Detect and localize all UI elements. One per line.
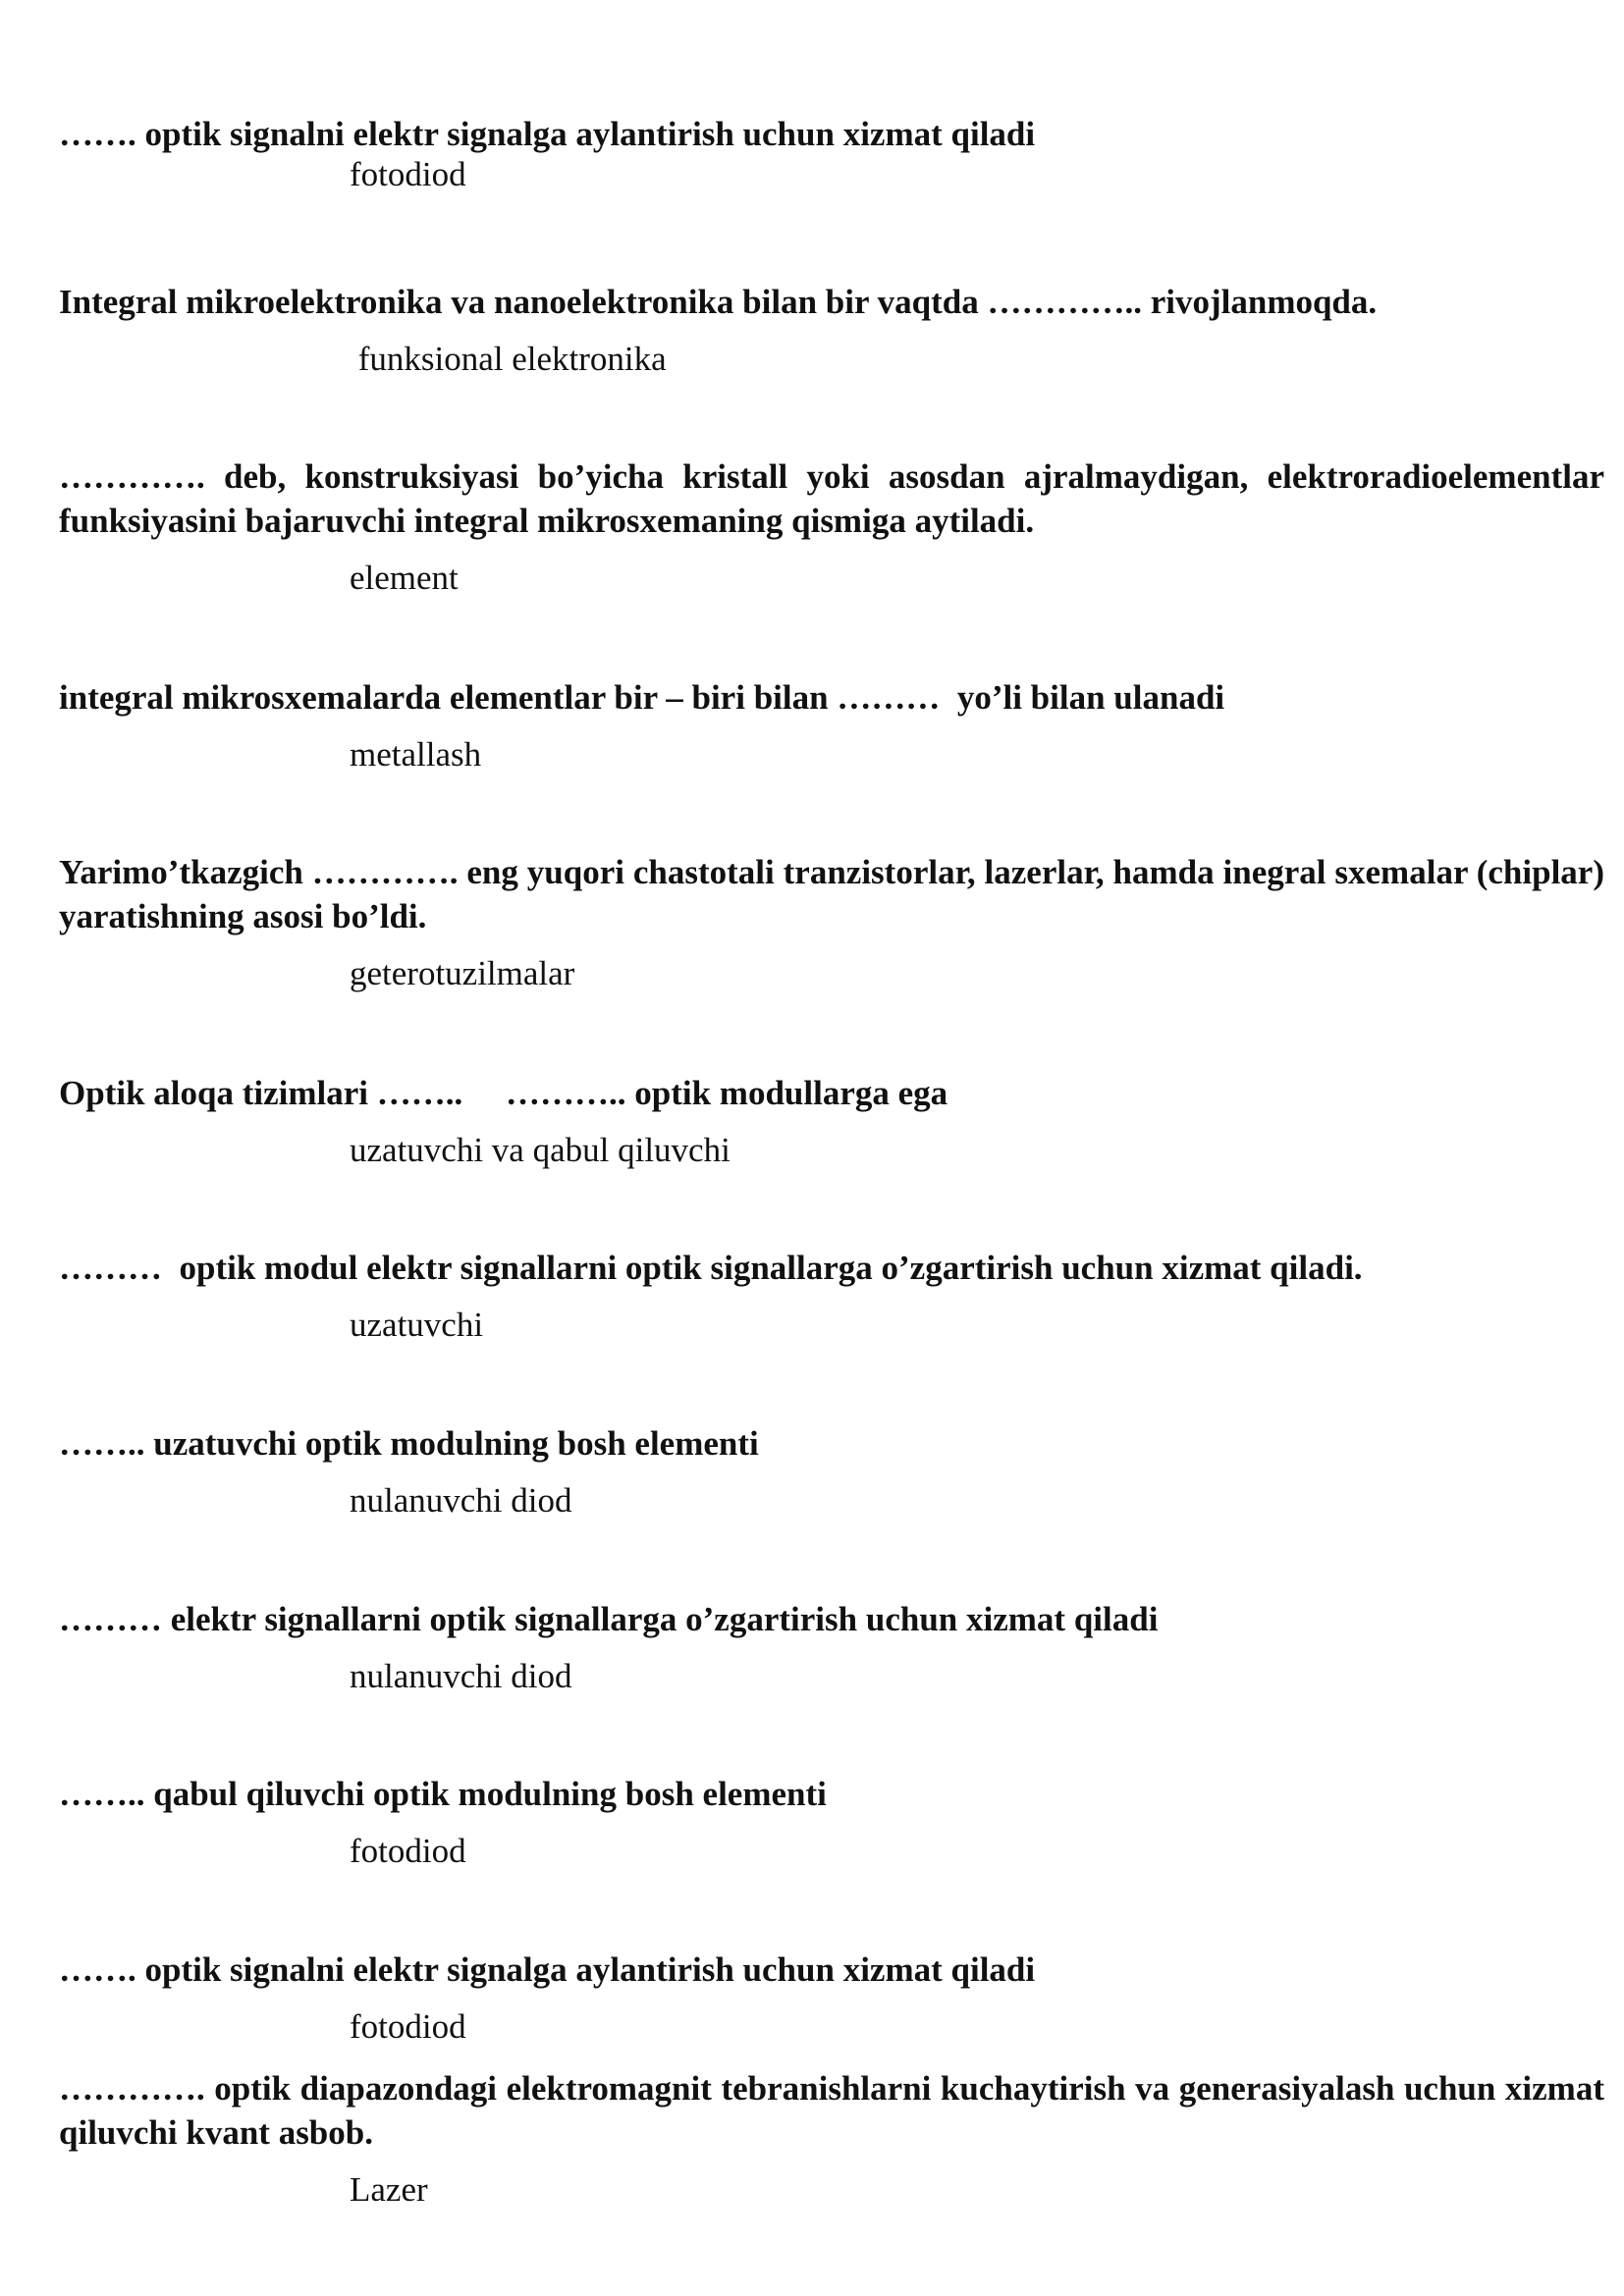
qa-item: [59, 1421, 1604, 1522]
qa-item: [59, 2066, 1604, 2212]
qa-item: [59, 1948, 1604, 2049]
answer-text: funksional elektronika: [350, 340, 667, 378]
answer-text: uzatuvchi va qabul qiluvchi: [350, 1131, 731, 1169]
answer-text: element: [350, 559, 459, 597]
qa-item: [59, 850, 1604, 995]
question-text: …………. deb, konstruksiyasi bo’yicha kristall yoki asosdan ajralmaydigan, elektroradioelementlar funksiyasini bajaruvchi integral mikrosxemaning qismiga aytiladi.: [59, 457, 1604, 540]
question-text: ……… optik modul elektr signallarni optik signallarga o’zgartirish uchun xizmat qiladi.: [59, 1249, 1363, 1287]
answer-text: nulanuvchi diod: [350, 1657, 572, 1695]
answer-text: nulanuvchi diod: [350, 1481, 572, 1520]
question-text: Optik aloqa tizimlari …….. ……….. optik modullarga ega: [59, 1074, 948, 1112]
answer-text: metallash: [350, 735, 482, 774]
qa-item: [59, 1597, 1604, 1698]
qa-item: [59, 1071, 1604, 1172]
answer-text: fotodiod: [350, 2007, 466, 2046]
answer-text: fotodiod: [350, 1832, 466, 1870]
question-text: Yarimo’tkazgich …………. eng yuqori chastotali tranzistorlar, lazerlar, hamda inegral sxemalar (chiplar) yaratishning asosi bo’ldi.: [59, 853, 1604, 935]
qa-item: [59, 1246, 1604, 1347]
question-text: ……. optik signalni elektr signalga aylantirish uchun xizmat qiladi: [59, 1950, 1036, 1989]
question-text: …………. optik diapazondagi elektromagnit tebranishlarni kuchaytirish va generasiyalash uchun xizmat qiluvchi kvant asbob.: [59, 2069, 1604, 2152]
question-text: Integral mikroelektronika va nanoelektronika bilan bir vaqtda ………….. rivojlanmoqda.: [59, 283, 1378, 321]
qa-item: [59, 280, 1604, 381]
answer-text: uzatuvchi: [350, 1306, 484, 1344]
question-text: …….. uzatuvchi optik modulning bosh elementi: [59, 1424, 759, 1463]
question-text: ……… elektr signallarni optik signallarga o’zgartirish uchun xizmat qiladi: [59, 1600, 1159, 1638]
qa-item: [59, 112, 1604, 196]
qa-item: [59, 675, 1604, 776]
question-text: ……. optik signalni elektr signalga aylantirish uchun xizmat qiladi: [59, 115, 1036, 153]
question-text: …….. qabul qiluvchi optik modulning bosh elementi: [59, 1775, 827, 1813]
qa-item: [59, 454, 1604, 600]
qa-item: [59, 1772, 1604, 1873]
answer-text: fotodiod: [350, 155, 466, 193]
question-text: integral mikrosxemalarda elementlar bir – biri bilan ……… yo’li bilan ulanadi: [59, 678, 1225, 717]
answer-text: geterotuzilmalar: [350, 954, 575, 992]
answer-text: Lazer: [350, 2170, 428, 2209]
